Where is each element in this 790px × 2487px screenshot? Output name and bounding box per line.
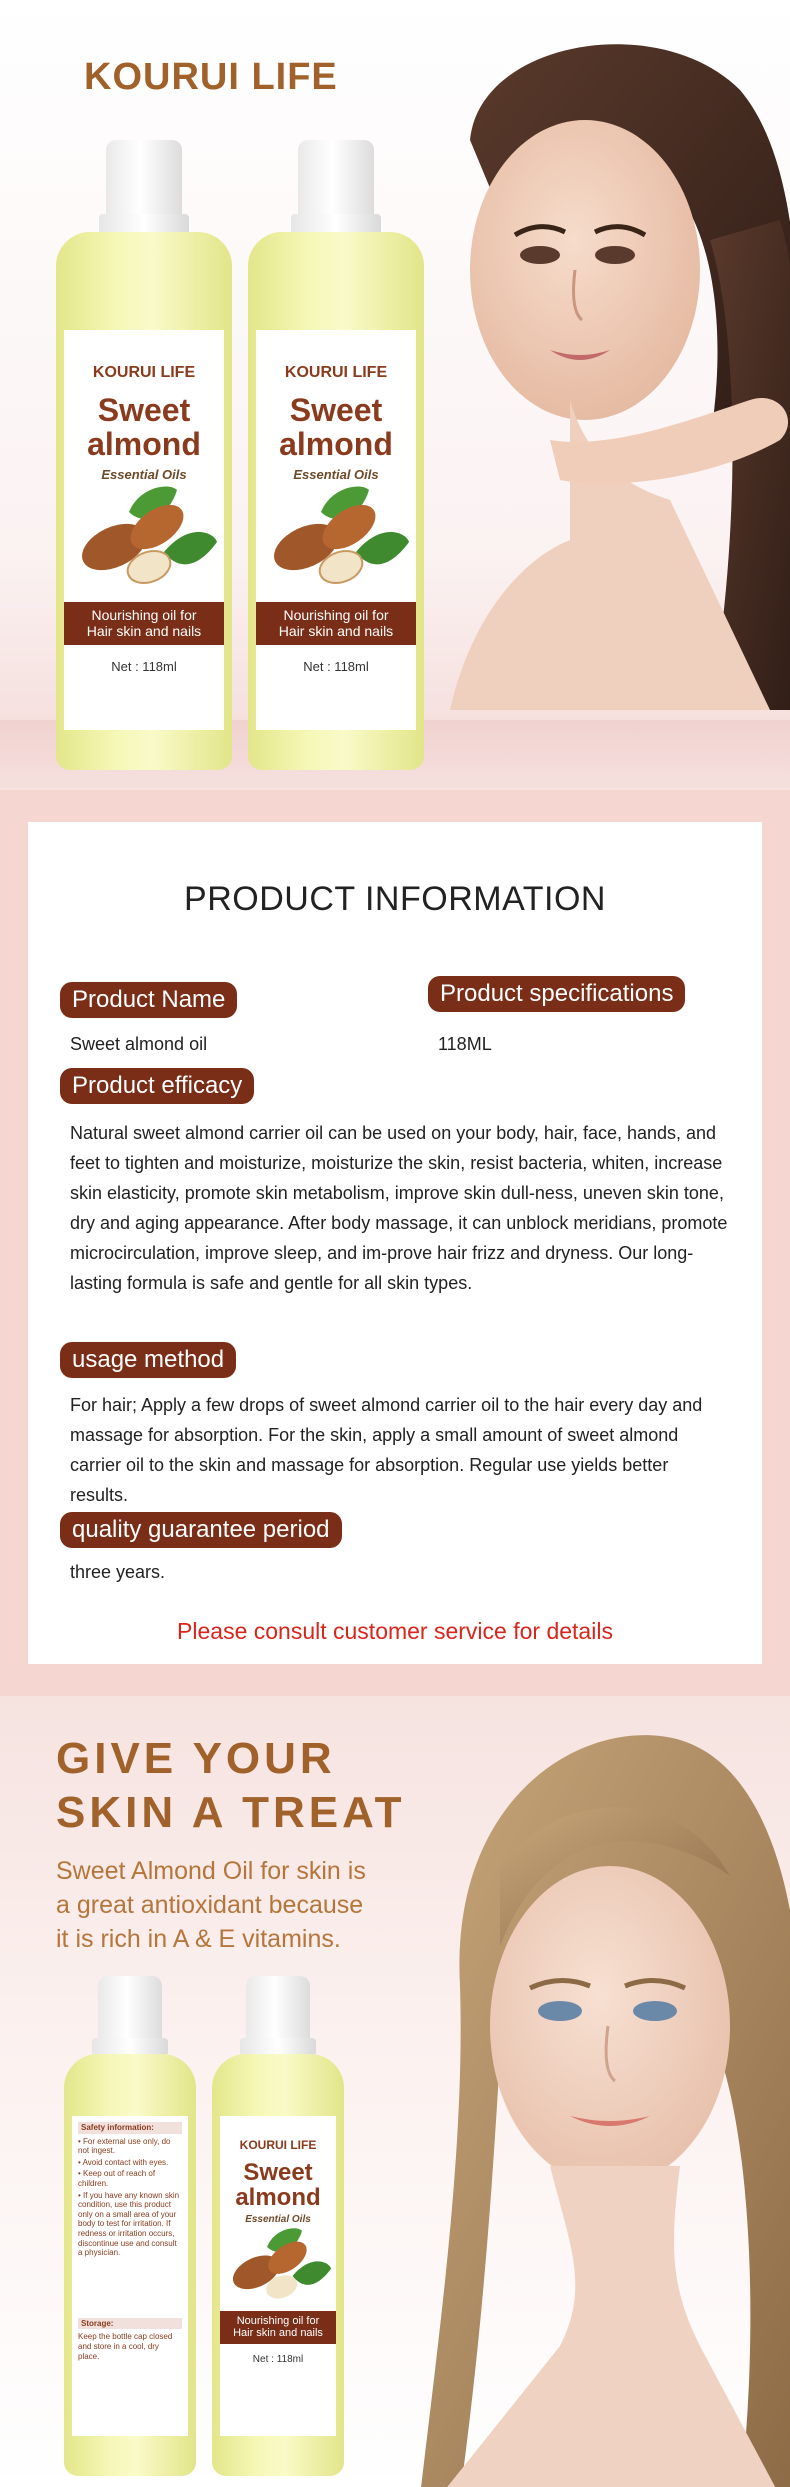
promo-text-line3: it is rich in A & E vitamins. <box>56 1925 341 1953</box>
bottle-label <box>64 330 224 730</box>
storage-heading: Storage: <box>78 2318 182 2330</box>
brand-logo: KOURUI LIFE <box>84 56 338 98</box>
bottle-label <box>220 2116 336 2436</box>
safety-heading: Safety information: <box>78 2122 182 2134</box>
label-title-line2: almond <box>87 425 201 462</box>
info-card <box>28 822 762 1664</box>
quality-guarantee-tag: quality guarantee period <box>60 1512 342 1548</box>
label-title-line1: Sweet <box>243 2159 313 2186</box>
label-band-line2: Hair skin and nails <box>233 2327 323 2340</box>
label-net-volume: Net : 118ml <box>252 2353 304 2365</box>
product-specifications-value: 118ML <box>438 1034 492 1054</box>
safety-item: • For external use only, do not ingest. <box>78 2136 171 2156</box>
usage-method-text: For hair; Apply a few drops of sweet almond carrier oil to the hair every day and massage for absorption. For the skin, apply a small amount of sweet almond carrier oil to the skin and massage for absorption. Regular use yields better results. <box>70 1395 703 1505</box>
product-efficacy-tag: Product efficacy <box>60 1068 254 1104</box>
product-bottle <box>212 1976 344 2476</box>
bottle-cap <box>298 140 374 218</box>
label-band-line1: Nourishing oil for <box>283 607 389 624</box>
label-title-line1: Sweet <box>97 392 191 428</box>
label-title-line1: Sweet <box>289 392 383 428</box>
product-name-value: Sweet almond oil <box>70 1034 208 1054</box>
label-brand: KOURUI LIFE <box>239 2138 317 2152</box>
almond-icon <box>69 482 219 592</box>
bottle-cap <box>246 1976 310 2042</box>
label-subtitle: Essential Oils <box>293 467 379 483</box>
product-bottle-back <box>64 1976 196 2476</box>
product-information-section <box>0 790 790 1696</box>
product-efficacy-text: Natural sweet almond carrier oil can be used on your body, hair, face, hands, and feet to tighten and moisturize, moisturize the skin, resist bacteria, whiten, increase skin elasticity, promote skin metabolism, improve skin dull-ness, uneven skin tone, dry and aging appearance. After body massage, it can unblock meridians, promote microcirculation, improve sleep, and im-prove hair frizz and dryness. Our long-lasting formula is safe and gentle for all skin types. <box>70 1123 728 1293</box>
bottle-cap <box>106 140 182 218</box>
label-subtitle: Essential Oils <box>245 2214 311 2226</box>
label-band-line2: Hair skin and nails <box>278 622 394 639</box>
label-band <box>64 602 224 645</box>
label-band-line1: Nourishing oil for <box>236 2315 320 2328</box>
label-band-line2: Hair skin and nails <box>86 622 202 639</box>
label-net-volume: Net : 118ml <box>111 658 177 674</box>
almond-icon <box>261 482 411 592</box>
quality-guarantee-value: three years. <box>70 1562 166 1582</box>
label-title-line2: almond <box>235 2184 321 2212</box>
bottle-label <box>256 330 416 730</box>
product-bottle <box>248 140 424 770</box>
promo-text-line1: Sweet Almond Oil for skin is <box>56 1857 366 1885</box>
safety-item: • Avoid contact with eyes. <box>78 2157 169 2167</box>
promo-text-line2: a great antioxidant because <box>56 1891 364 1919</box>
label-title-line2: almond <box>279 425 393 462</box>
safety-item: • Keep out of reach of children. <box>78 2169 156 2188</box>
label-brand: KOURUI LIFE <box>284 364 388 381</box>
label-subtitle: Essential Oils <box>101 467 187 483</box>
consult-customer-service-note: Please consult customer service for details <box>177 1618 613 1644</box>
promo-banner <box>0 1696 790 2487</box>
bottle-back-label <box>72 2116 188 2436</box>
safety-item: • If you have any known skin condition, use this product only on a small area of your body to test for irritation. If redness or irritation occurs, discontinue use and consult a physician. <box>78 2190 180 2258</box>
usage-method-tag: usage method <box>60 1342 236 1378</box>
model-portrait-image <box>410 20 790 710</box>
almond-icon <box>223 2225 333 2305</box>
label-brand: KOURUI LIFE <box>92 364 196 381</box>
section-title: PRODUCT INFORMATION <box>184 880 606 918</box>
model-portrait-image <box>420 1726 790 2487</box>
label-band-line1: Nourishing oil for <box>91 607 197 624</box>
product-bottle <box>56 140 232 770</box>
label-band <box>256 602 416 645</box>
hero-banner <box>0 0 790 790</box>
promo-heading-line1: GIVE YOUR <box>56 1734 336 1783</box>
label-net-volume: Net : 118ml <box>303 658 369 674</box>
product-specifications-tag: Product specifications <box>428 976 685 1012</box>
bottle-cap <box>98 1976 162 2042</box>
product-name-tag: Product Name <box>60 982 237 1018</box>
promo-heading-line2: SKIN A TREAT <box>56 1788 406 1837</box>
storage-text: Keep the bottle cap closed and store in a cool, dry place. <box>78 2332 173 2361</box>
label-band <box>220 2311 336 2343</box>
